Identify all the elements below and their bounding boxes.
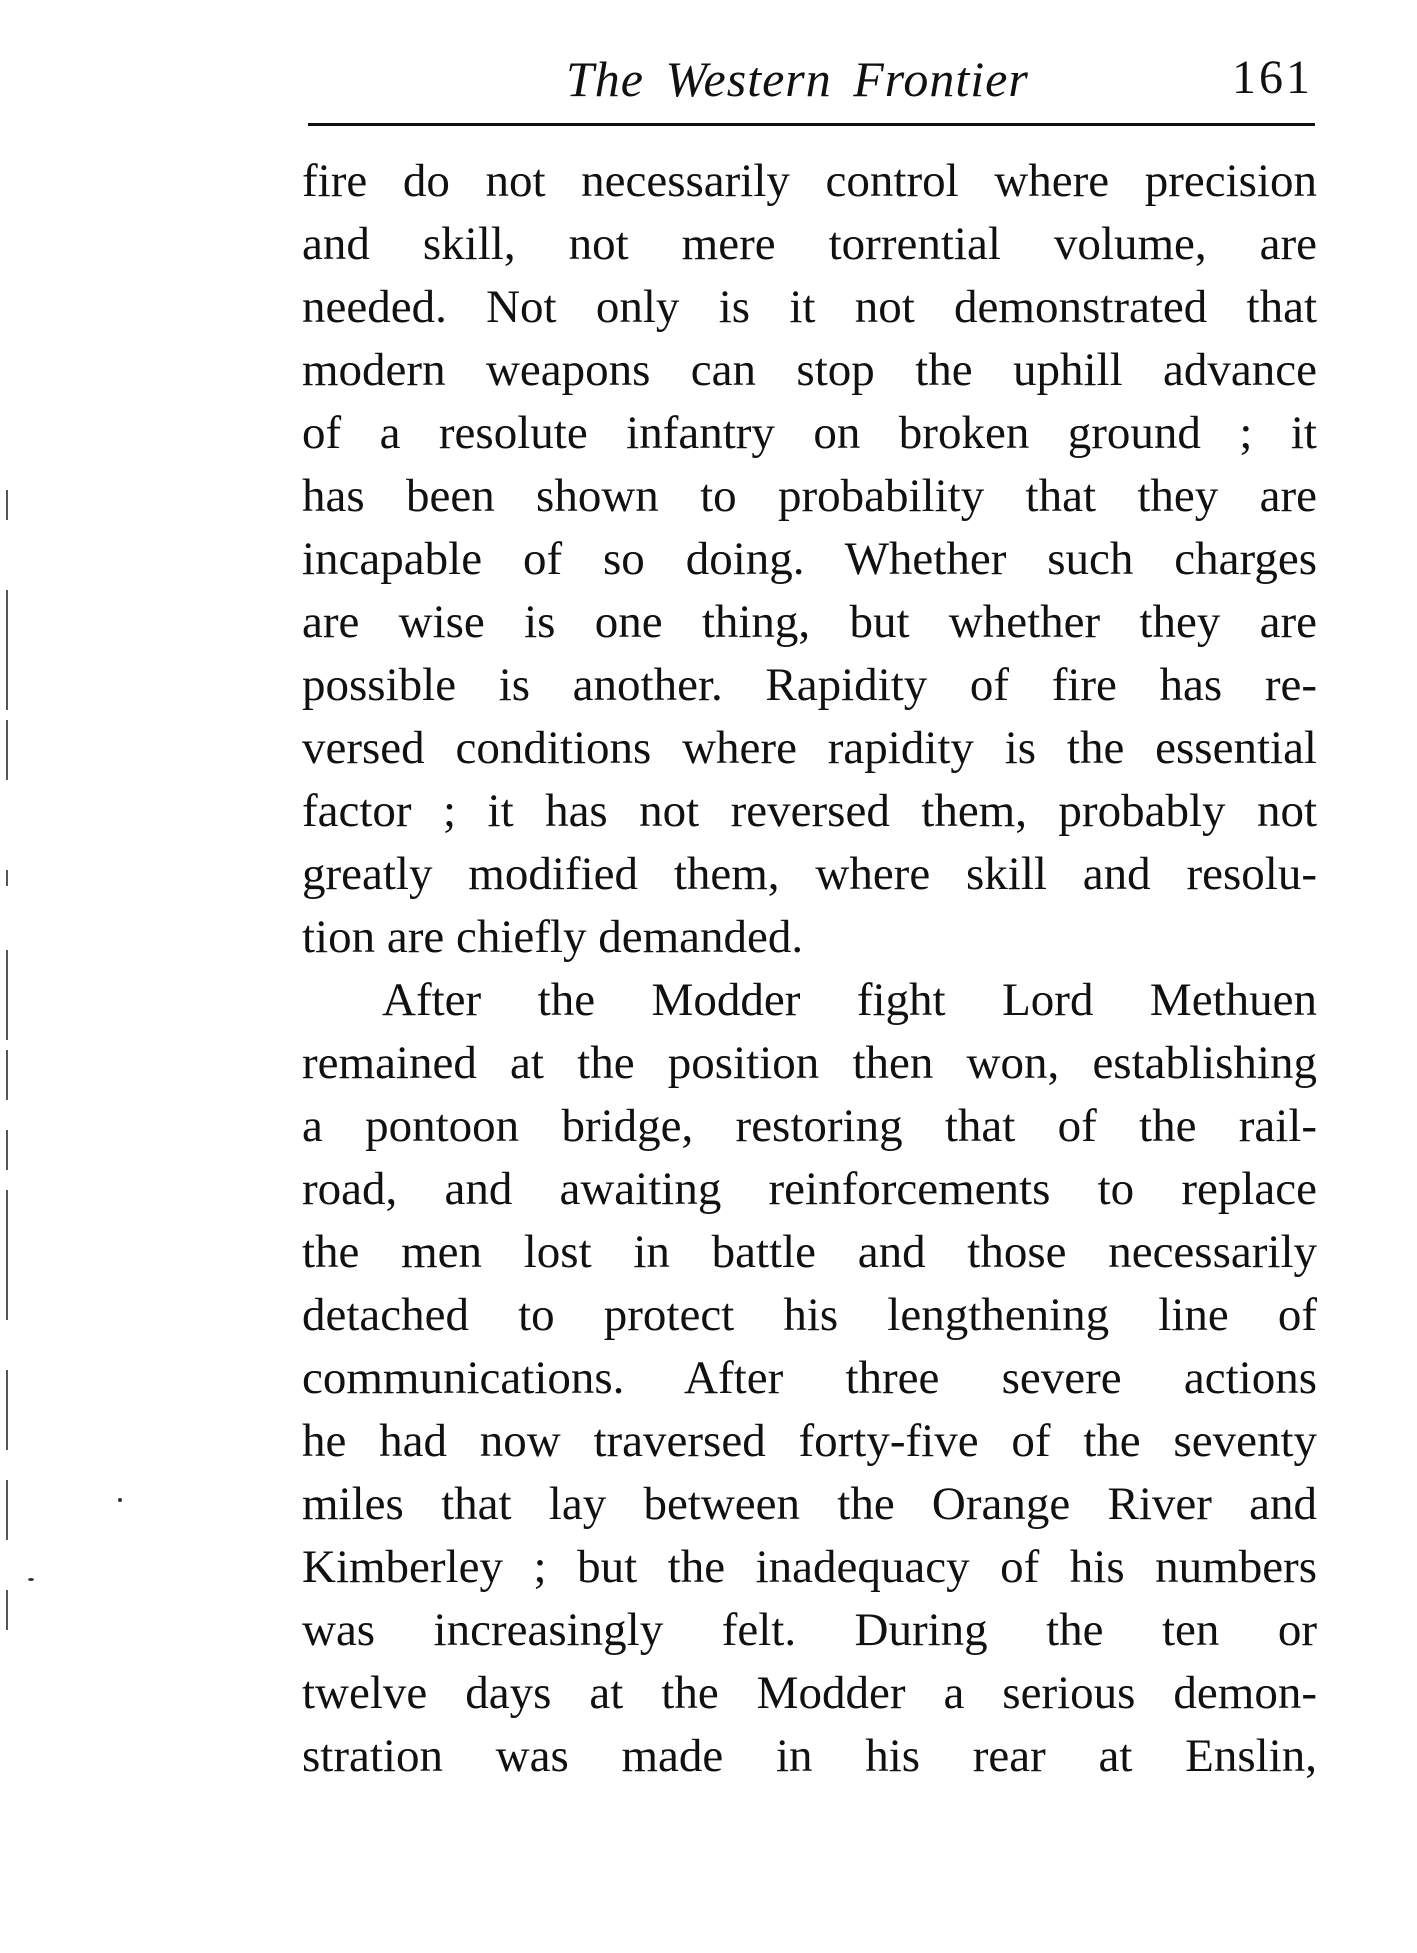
text-line: are wise is one thing, but whether they are — [302, 596, 1317, 648]
header-rule — [308, 123, 1315, 126]
gutter-mark — [6, 1130, 8, 1170]
scan-speck — [118, 1498, 122, 1502]
text-line: the men lost in battle and those necessarily — [302, 1226, 1317, 1278]
text-line: needed. Not only is it not demonstrated that — [302, 281, 1317, 333]
gutter-mark — [6, 490, 8, 520]
gutter-mark — [6, 950, 8, 1040]
gutter-mark — [6, 1190, 8, 1320]
text-line: incapable of so doing. Whether such charges — [302, 533, 1317, 585]
gutter-mark — [6, 1480, 8, 1540]
text-line: remained at the position then won, establishing — [302, 1037, 1317, 1089]
gutter-mark — [6, 1050, 8, 1100]
scan-speck — [28, 1578, 34, 1581]
text-line: and skill, not mere torrential volume, are — [302, 218, 1317, 270]
text-line: versed conditions where rapidity is the essential — [302, 722, 1317, 774]
page-number: 161 — [1232, 51, 1313, 104]
running-title: The Western Frontier — [566, 51, 1029, 107]
text-line: twelve days at the Modder a serious demon- — [302, 1667, 1317, 1719]
text-line: road, and awaiting reinforcements to replace — [302, 1163, 1317, 1215]
gutter-scan-marks — [6, 490, 12, 1690]
text-line: of a resolute infantry on broken ground ; it — [302, 407, 1317, 459]
text-line: was increasingly felt. During the ten or — [302, 1604, 1317, 1656]
text-line: Kimberley ; but the inadequacy of his numbers — [302, 1541, 1317, 1593]
text-line: detached to protect his lengthening line of — [302, 1289, 1317, 1341]
text-line: a pontoon bridge, restoring that of the rail- — [302, 1100, 1317, 1152]
text-line: communications. After three severe actions — [302, 1352, 1317, 1404]
text-line: has been shown to probability that they are — [302, 470, 1317, 522]
running-header — [302, 50, 1317, 110]
text-line: possible is another. Rapidity of fire has re- — [302, 659, 1317, 711]
text-line: he had now traversed forty-five of the seventy — [302, 1415, 1317, 1467]
gutter-mark — [6, 590, 8, 710]
text-line: greatly modified them, where skill and resolu- — [302, 848, 1317, 900]
gutter-mark — [6, 1590, 8, 1630]
text-line: stration was made in his rear at Enslin, — [302, 1730, 1317, 1782]
text-line: fire do not necessarily control where precision — [302, 155, 1317, 207]
body-text — [302, 150, 1317, 1788]
gutter-mark — [6, 1370, 8, 1450]
text-line: tion are chiefly demanded. — [302, 911, 804, 963]
paragraph-first-line: After the Modder fight Lord Methuen — [382, 974, 1317, 1026]
gutter-mark — [6, 870, 8, 886]
text-line: modern weapons can stop the uphill advance — [302, 344, 1317, 396]
text-line: factor ; it has not reversed them, probably not — [302, 785, 1317, 837]
text-line: miles that lay between the Orange River and — [302, 1478, 1317, 1530]
gutter-mark — [6, 720, 8, 780]
